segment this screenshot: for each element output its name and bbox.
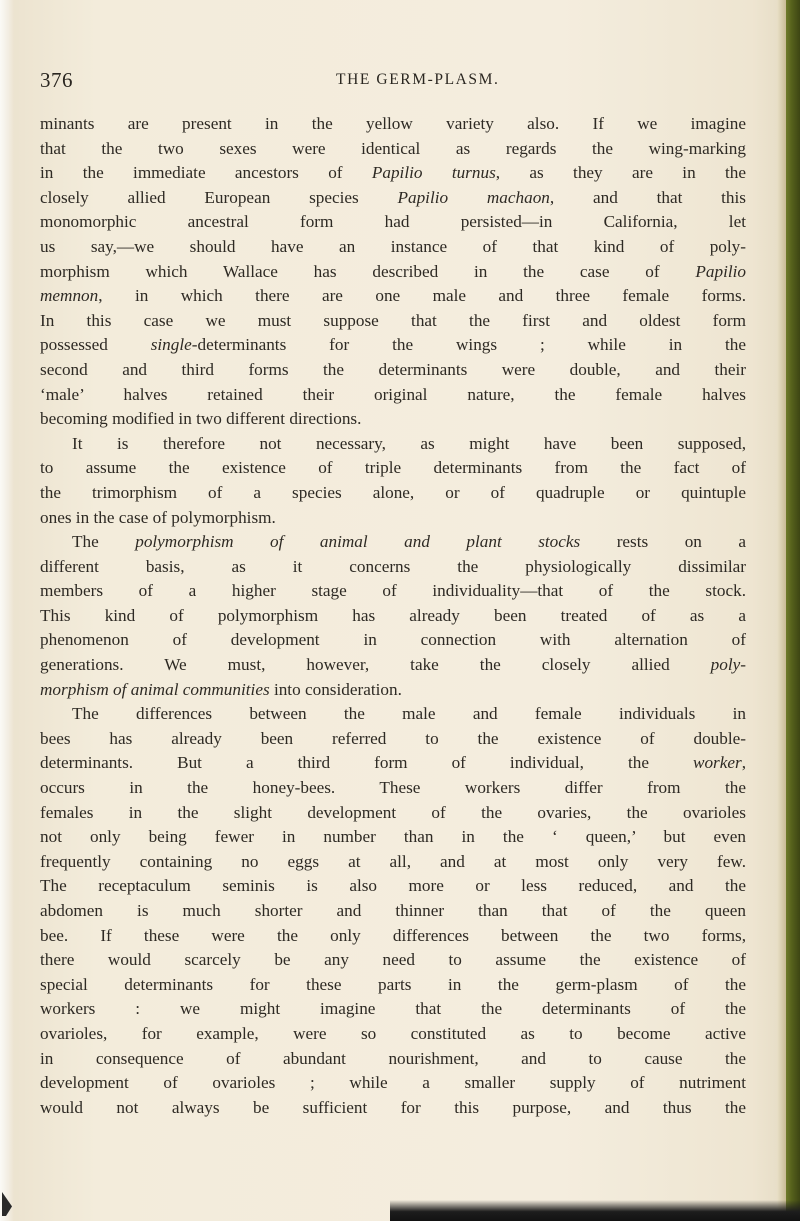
text-run: morphism which Wallace has described in the case of: [40, 261, 696, 281]
text-run: , as they are in the: [495, 163, 747, 183]
text-line: second and third forms the determinants were double, and their: [40, 359, 746, 379]
text-line: minants are present in the yellow variety also. If we imagine: [40, 114, 746, 133]
italic-term: worker: [693, 753, 742, 773]
text-line: frequently containing no eggs at all, and at most only very few.: [40, 851, 746, 871]
text-line: special determinants for these parts in the germ-plasm of the: [40, 974, 746, 994]
text-line: This kind of polymorphism has already been treated of as a: [40, 605, 746, 625]
text-run: , in which there are one male and three female forms.: [98, 286, 746, 306]
text-run: into consideration.: [269, 679, 402, 699]
text-line: [40, 333, 746, 358]
italic-term: memnon: [40, 286, 99, 306]
text-run: closely allied European species: [40, 187, 398, 207]
italic-term: Papilio machaon: [397, 187, 550, 207]
text-line: In this case we must suppose that the first and oldest form: [40, 310, 746, 330]
text-line: [40, 653, 746, 678]
text-run: in the immediate ancestors of: [40, 163, 372, 183]
text-line: there would scarcely be any need to assume the existence of: [40, 950, 746, 970]
page-left-edge: [0, 0, 14, 1221]
text-line: The receptaculum seminis is also more or less reduced, and the: [40, 876, 746, 896]
text-line: phenomenon of development in connection with alternation of: [40, 630, 746, 650]
text-line: would not always be sufficient for this purpose, and thus the: [40, 1097, 746, 1117]
text-line: [40, 530, 746, 555]
running-head: THE GERM-PLASM.: [336, 71, 500, 88]
text-line: in consequence of abundant nourishment, and to cause the: [40, 1048, 746, 1068]
text-line: monomorphic ancestral form had persisted—in California, let: [40, 212, 746, 232]
page-header: [40, 68, 740, 96]
text-line: us say,—we should have an instance of that kind of poly-: [40, 236, 746, 256]
text-run: determinants. But a third form of individual, the: [40, 753, 693, 773]
italic-term: Papilio turnus: [371, 163, 496, 183]
text-line: occurs in the honey-bees. These workers differ from the: [40, 778, 746, 798]
text-line: [40, 678, 746, 703]
text-line: [40, 161, 746, 186]
text-run: rests on a: [580, 532, 746, 552]
body-text: [40, 112, 746, 1120]
text-line: that the two sexes were identical as regards the wing-marking: [40, 138, 746, 158]
text-run: , and that this: [549, 187, 746, 207]
text-run: ,: [741, 753, 746, 773]
italic-term: Papilio: [695, 261, 746, 281]
text-line: becoming modified in two different directions.: [40, 409, 362, 429]
book-binding: [786, 0, 800, 1221]
text-line: bees has already been referred to the existence of double-: [40, 728, 746, 748]
text-run: -determinants for the wings ; while in the: [191, 335, 746, 355]
text-line: [40, 186, 746, 211]
page-number: 376: [40, 68, 73, 92]
text-line: The differences between the male and female individuals in: [72, 704, 746, 724]
text-line: development of ovarioles ; while a smaller supply of nutriment: [40, 1073, 746, 1093]
text-line: not only being fewer in number than in the ‘ queen,’ but even: [40, 827, 746, 847]
text-line: workers : we might imagine that the determinants of the: [40, 999, 746, 1019]
italic-term: single: [150, 335, 192, 355]
italic-term: poly-: [710, 655, 746, 675]
italic-term: polymorphism of animal and plant stocks: [135, 532, 581, 552]
text-line: females in the slight development of the ovaries, the ovarioles: [40, 802, 746, 822]
page-gutter: [777, 0, 786, 1221]
italic-term: morphism of animal communities: [40, 679, 270, 699]
scan-bottom-shadow: [390, 1200, 800, 1221]
text-line: [40, 260, 746, 285]
text-line: ovarioles, for example, were so constituted as to become active: [40, 1023, 746, 1043]
text-run: The: [72, 532, 136, 552]
text-line: [40, 751, 746, 776]
text-line: the trimorphism of a species alone, or of quadruple or quintuple: [40, 482, 746, 502]
text-line: members of a higher stage of individuality—that of the stock.: [40, 581, 746, 601]
text-line: ones in the case of polymorphism.: [40, 507, 276, 527]
text-line: It is therefore not necessary, as might have been supposed,: [72, 433, 746, 453]
text-line: ‘male’ halves retained their original nature, the female halves: [40, 384, 746, 404]
text-line: [40, 284, 746, 309]
text-run: generations. We must, however, take the closely allied: [40, 655, 711, 675]
text-run: possessed: [40, 335, 151, 355]
text-line: bee. If these were the only differences between the two forms,: [40, 925, 746, 945]
text-line: to assume the existence of triple determinants from the fact of: [40, 458, 746, 478]
text-line: different basis, as it concerns the physiologically dissimilar: [40, 556, 746, 576]
text-line: abdomen is much shorter and thinner than that of the queen: [40, 901, 746, 920]
